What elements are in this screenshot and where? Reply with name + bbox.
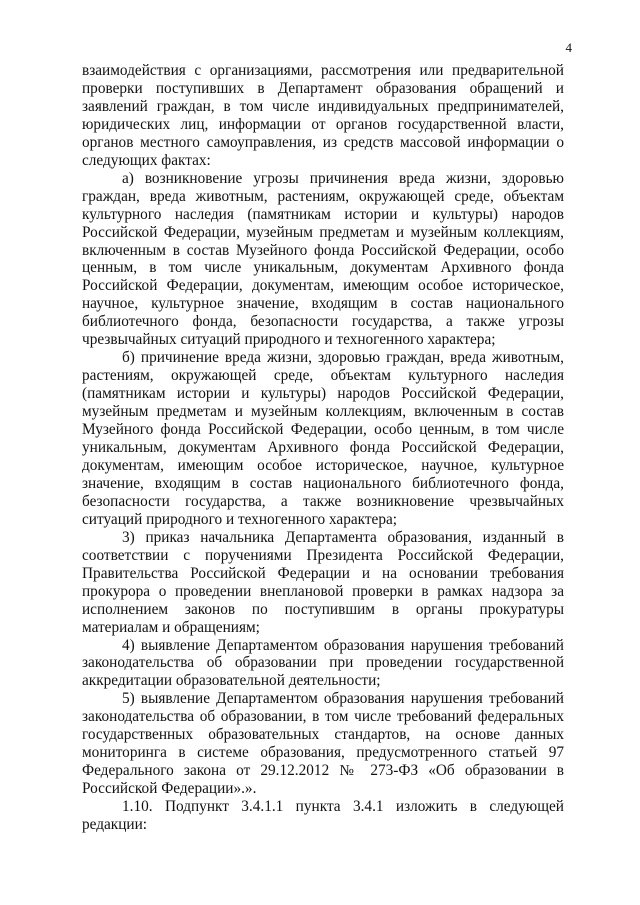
paragraph-item-a: а) возникновение угрозы причинения вреда жизни, здоровью граждан, вреда животным, растениям, окружающей среде, объектам культурного наследия (памятникам истории и культуры) народов Российской Федерации, музейным предметам и музейным коллекциям, включенным в состав Музейного фонда Российской Федерации, особо ценным, в том числе уникальным, документам Архивного фонда Российской Федерации, документам, имеющим особое историческое, научное, культурное значение, входящим в состав национального библиотечного фонда, безопасности государства, а также угрозы чрезвычайных ситуаций природного и техногенного характера;	[82, 169, 564, 349]
paragraph-continuation: взаимодействия с организациями, рассмотрения или предварительной проверки поступивших в Департамент образования обращений и заявлений граждан, в том числе индивидуальных предпринимателей, юридических лиц, информации от органов государственной власти, органов местного самоуправления, из средств массовой информации о следующих фактах:	[82, 62, 564, 169]
document-body	[82, 62, 564, 834]
paragraph-section-1-10: 1.10. Подпункт 3.4.1.1 пункта 3.4.1 изложить в следующей редакции:	[82, 798, 564, 834]
paragraph-item-5: 5) выявление Департаментом образования нарушения требований законодательства об образовании, в том числе требований федеральных государственных образовательных стандартов, на основе данных мониторинга в системе образования, предусмотренного статьей 97 Федерального закона от 29.12.2012 № 273-ФЗ «Об образовании в Российской Федерации».».	[82, 690, 564, 798]
paragraph-item-4: 4) выявление Департаментом образования нарушения требований законодательства об образовании при проведении государственной аккредитации образовательной деятельности;	[82, 636, 564, 690]
page-number: 4	[565, 40, 572, 55]
paragraph-item-b: б) причинение вреда жизни, здоровью граждан, вреда животным, растениям, окружающей среде, объектам культурного наследия (памятникам истории и культуры) народов Российской Федерации, музейным предметам и музейным коллекциям, включенным в состав Музейного фонда Российской Федерации, особо ценным, в том числе уникальным, документам Архивного фонда Российской Федерации, документам, имеющим особое историческое, научное, культурное значение, входящим в состав национального библиотечного фонда, безопасности государства, а также возникновение чрезвычайных ситуаций природного и техногенного характера;	[82, 349, 564, 528]
paragraph-item-3: 3) приказ начальника Департамента образования, изданный в соответствии с поручениями Президента Российской Федерации, Правительства Российской Федерации и на основании требования прокурора о проведении внеплановой проверки в рамках надзора за исполнением законов по поступившим в органы прокуратуры материалам и обращениям;	[82, 528, 564, 636]
